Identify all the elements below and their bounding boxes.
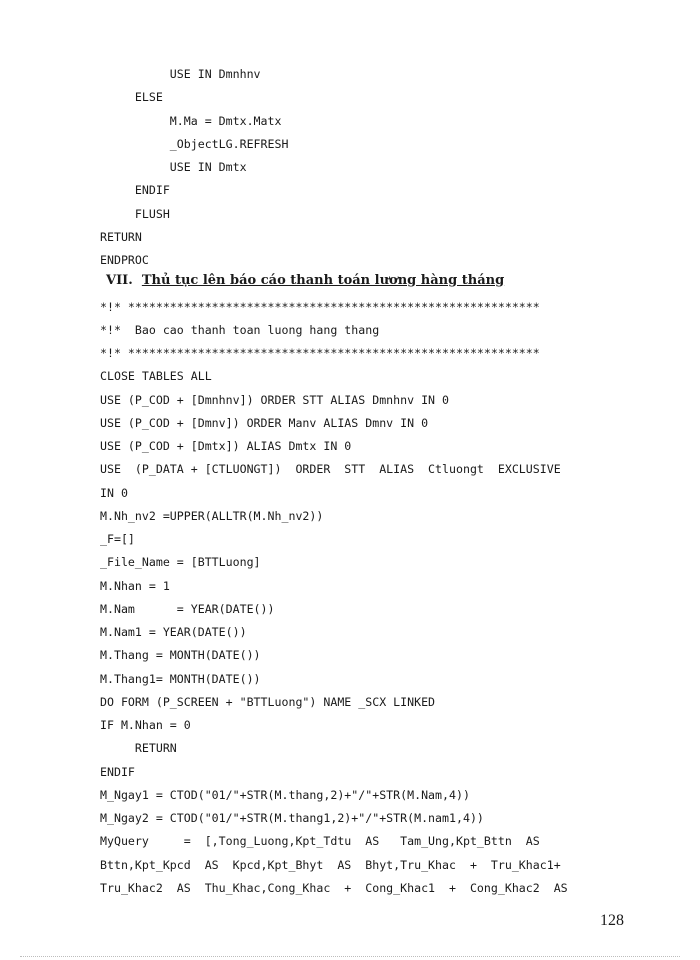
code-line: USE IN Dmnhnv [100,67,261,81]
code-line: Tru_Khac2 AS Thu_Khac,Cong_Khac + Cong_Khac1 + Cong_Khac2 AS [100,880,568,895]
code-line: ELSE [100,90,163,105]
code-line: USE (P_COD + [Dmnv]) ORDER Manv ALIAS Dmnv IN 0 [100,415,429,430]
code-line: M.Nam = YEAR(DATE()) [100,601,275,616]
section-heading [106,273,504,288]
code-line: USE (P_DATA + [CTLUONGT]) ORDER STT ALIAS Ctluongt EXCLUSIVE [100,462,561,477]
code-line: USE IN Dmtx [100,160,247,174]
code-line: ENDPROC [100,253,149,267]
code-line: RETURN [100,741,177,756]
code-line: *!* *********************************************************** [100,299,540,314]
code-line: IF M.Nhan = 0 [100,718,191,732]
code-line: USE (P_COD + [Dmtx]) ALIAS Dmtx IN 0 [100,439,352,453]
code-line: MyQuery = [,Tong_Luong,Kpt_Tdtu AS Tam_Ung,Kpt_Bttn AS [100,834,540,849]
code-line: IN 0 [100,485,128,500]
code-line: *!* *********************************************************** [100,346,540,360]
code-line: CLOSE TABLES ALL [100,369,212,384]
code-line: M_Ngay2 = CTOD("01/"+STR(M.thang1,2)+"/"+STR(M.nam1,4)) [100,811,484,825]
code-line: DO FORM (P_SCREEN + "BTTLuong") NAME _SCX LINKED [100,694,436,709]
code-line: _File_Name = [BTTLuong] [100,555,261,570]
code-line: _ObjectLG.REFRESH [100,136,289,151]
code-line: M_Ngay1 = CTOD("01/"+STR(M.thang,2)+"/"+STR(M.Nam,4)) [100,787,470,802]
code-line: M.Thang1= MONTH(DATE()) [100,671,261,686]
code-line: Bttn,Kpt_Kpcd AS Kpcd,Kpt_Bhyt AS Bhyt,Tru_Khac + Tru_Khac1+ [100,857,561,872]
section-number: VII. [106,273,133,288]
code-line: M.Ma = Dmtx.Matx [100,113,282,128]
footer-divider [20,956,680,957]
section-title: Thủ tục lên báo cáo thanh toán lương hàng tháng [141,273,505,288]
code-line: M.Nam1 = YEAR(DATE()) [100,625,247,639]
code-line: M.Thang = MONTH(DATE()) [100,648,261,663]
code-line: ENDIF [100,764,135,779]
code-line: RETURN [100,229,142,244]
code-line: M.Nhan = 1 [100,578,170,593]
code-line: _F=[] [100,532,135,546]
code-line: USE (P_COD + [Dmnhnv]) ORDER STT ALIAS Dmnhnv IN 0 [100,392,450,407]
code-line: FLUSH [100,206,170,221]
code-line: ENDIF [100,183,170,198]
page-number: 128 [600,912,624,929]
code-line: M.Nh_nv2 =UPPER(ALLTR(M.Nh_nv2)) [100,508,324,523]
code-line: *!* Bao cao thanh toan luong hang thang [100,322,380,337]
